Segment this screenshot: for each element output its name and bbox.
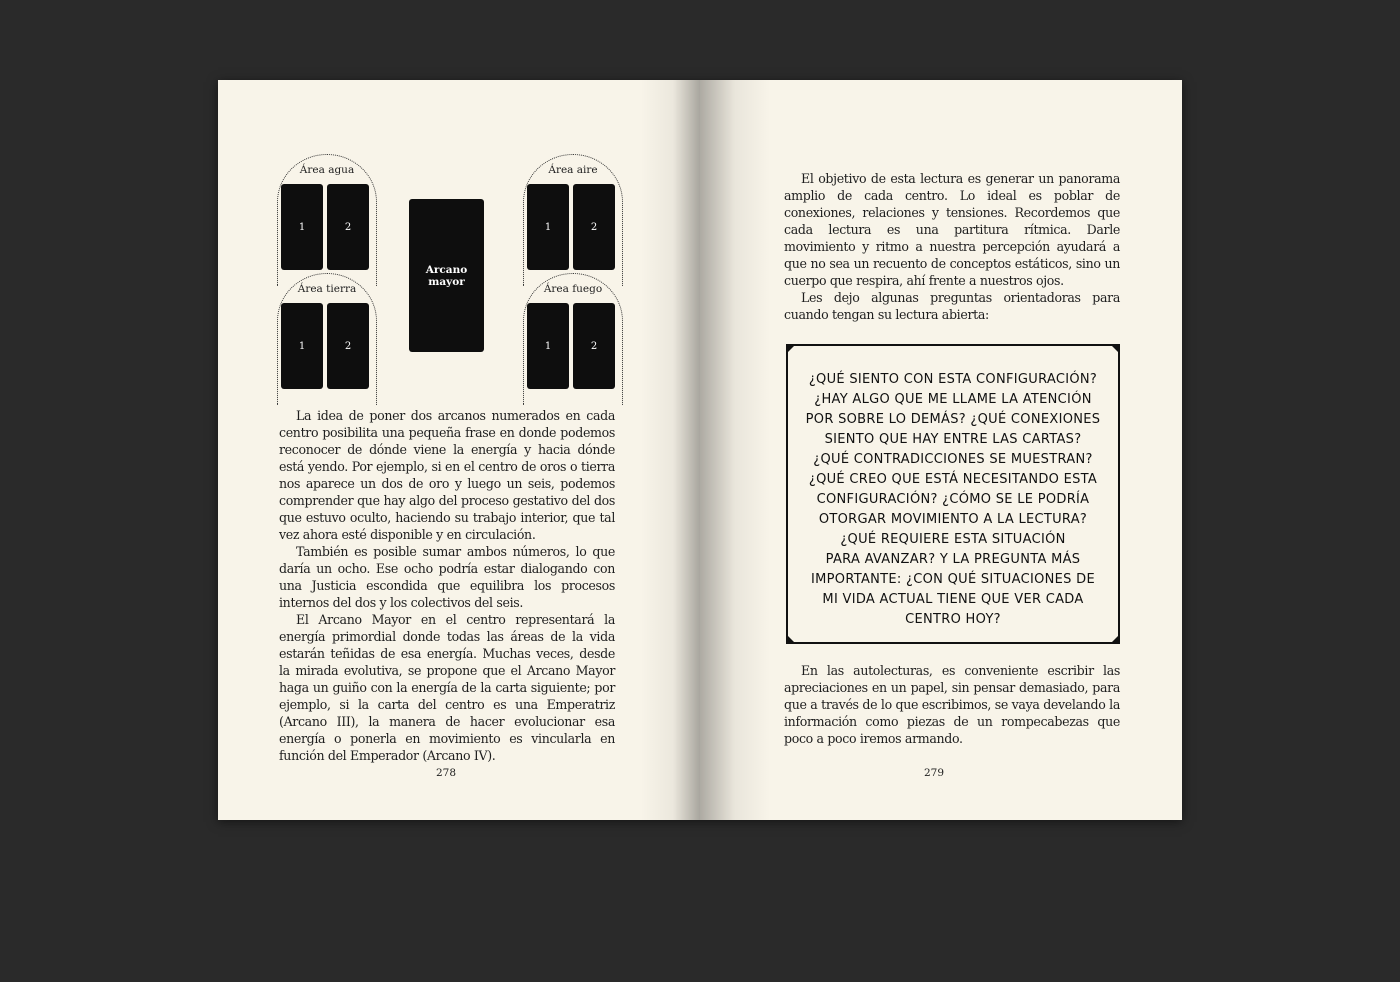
question-line: ¿HAY ALGO QUE ME LLAME LA ATENCIÓN [814, 392, 1092, 407]
area-air [523, 154, 623, 286]
major-card-line1: Arcano [425, 263, 468, 276]
right-body-text-top [784, 170, 1120, 323]
right-body-text-bottom [784, 662, 1120, 747]
paragraph: El objetivo de esta lectura es generar un panorama amplio de cada centro. Lo ideal es poblar de conexiones, relaciones y tensiones. Recordemos que cada lectura es una partitura rítmica. Darle movimiento y ritmo a nuestra percepción ayudará a que no sea un recuento de conceptos estáticos, sino un cuerpo que respira, ahí frente a nuestros ojos. [784, 171, 1120, 288]
area-label: Área agua [299, 164, 355, 176]
question-line: OTORGAR MOVIMIENTO A LA LECTURA? [818, 512, 1088, 527]
box-corner-ornament [1110, 634, 1120, 644]
area-water [277, 154, 377, 286]
left-page [218, 80, 700, 820]
card-1: 1 [527, 184, 569, 270]
question-line: POR SOBRE LO DEMÁS? ¿QUÉ CONEXIONES [805, 412, 1101, 427]
area-fire [523, 273, 623, 405]
paragraph: En las autolecturas, es conveniente escribir las apreciaciones en un papel, sin pensar demasiado, para que a través de lo que escribimos, se vaya develando la información como piezas de un rompecabezas que poco a poco iremos armando. [784, 663, 1120, 746]
question-line: SIENTO QUE HAY ENTRE LAS CARTAS? [824, 432, 1082, 447]
page-number: 278 [435, 767, 457, 779]
major-arcana-card [409, 199, 484, 352]
paragraph: El Arcano Mayor en el centro representará la energía primordial donde todas las áreas de la vida estarán teñidas de esa energía. Muchas veces, desde la mirada evolutiva, se propone que el Arcano Mayor haga un guiño con la energía de la carta siguiente; por ejemplo, si la carta del centro es una Emperatriz (Arcano III), la manera de hacer evolucionar esa energía o ponerla en movimiento es vincularla en función del Emperador (Arcano IV). [279, 612, 615, 763]
question-line: ¿QUÉ CONTRADICCIONES SE MUESTRAN? [813, 452, 1093, 467]
question-line: ¿QUÉ SIENTO CON ESTA CONFIGURACIÓN? [808, 372, 1098, 387]
card-1: 1 [281, 184, 323, 270]
card-2: 2 [573, 184, 615, 270]
question-line: ¿QUÉ CREO QUE ESTÁ NECESITANDO ESTA [808, 472, 1098, 487]
card-2: 2 [327, 184, 369, 270]
question-line: IMPORTANTE: ¿CON QUÉ SITUACIONES DE [811, 572, 1095, 587]
card-1: 1 [281, 303, 323, 389]
paragraph: También es posible sumar ambos números, lo que daría un ocho. Ese ocho podría estar dialogando con una Justicia escondida que equilibra los procesos internos del dos y los colectivos del seis. [279, 544, 615, 610]
question-line: CENTRO HOY? [905, 612, 1001, 627]
card-2: 2 [573, 303, 615, 389]
paragraph: La idea de poner dos arcanos numerados en cada centro posibilita una pequeña frase en donde podemos reconocer de dónde viene la energía y hacia dónde está yendo. Por ejemplo, si en el centro de oros o tierra nos aparece un dos de oro y luego un seis, podemos comprender que hay algo del proceso gestativo del dos que estuvo oculto, haciendo su trabajo interior, que tal vez ahora esté disponible y en circulación. [279, 408, 615, 542]
box-corner-ornament [786, 344, 796, 354]
area-earth [277, 273, 377, 405]
area-label: Área fuego [543, 283, 603, 295]
box-corner-ornament [1110, 344, 1120, 354]
book-spread [218, 80, 1182, 820]
questions-box [786, 344, 1120, 644]
left-body-text [279, 407, 615, 764]
area-label: Área tierra [297, 283, 357, 295]
paragraph: Les dejo algunas preguntas orientadoras para cuando tengan su lectura abierta: [784, 290, 1120, 322]
right-page [700, 80, 1182, 820]
question-line: ¿QUÉ REQUIERE ESTA SITUACIÓN [840, 532, 1066, 547]
card-2: 2 [327, 303, 369, 389]
card-1: 1 [527, 303, 569, 389]
area-label: Área aire [548, 164, 598, 176]
question-line: MI VIDA ACTUAL TIENE QUE VER CADA [822, 592, 1084, 607]
questions-text [798, 370, 1108, 630]
question-line: CONFIGURACIÓN? ¿CÓMO SE LE PODRÍA [816, 492, 1090, 507]
box-corner-ornament [786, 634, 796, 644]
page-number: 279 [923, 767, 945, 779]
major-card-line2: mayor [428, 275, 465, 288]
question-line: PARA AVANZAR? Y LA PREGUNTA MÁS [825, 552, 1081, 567]
